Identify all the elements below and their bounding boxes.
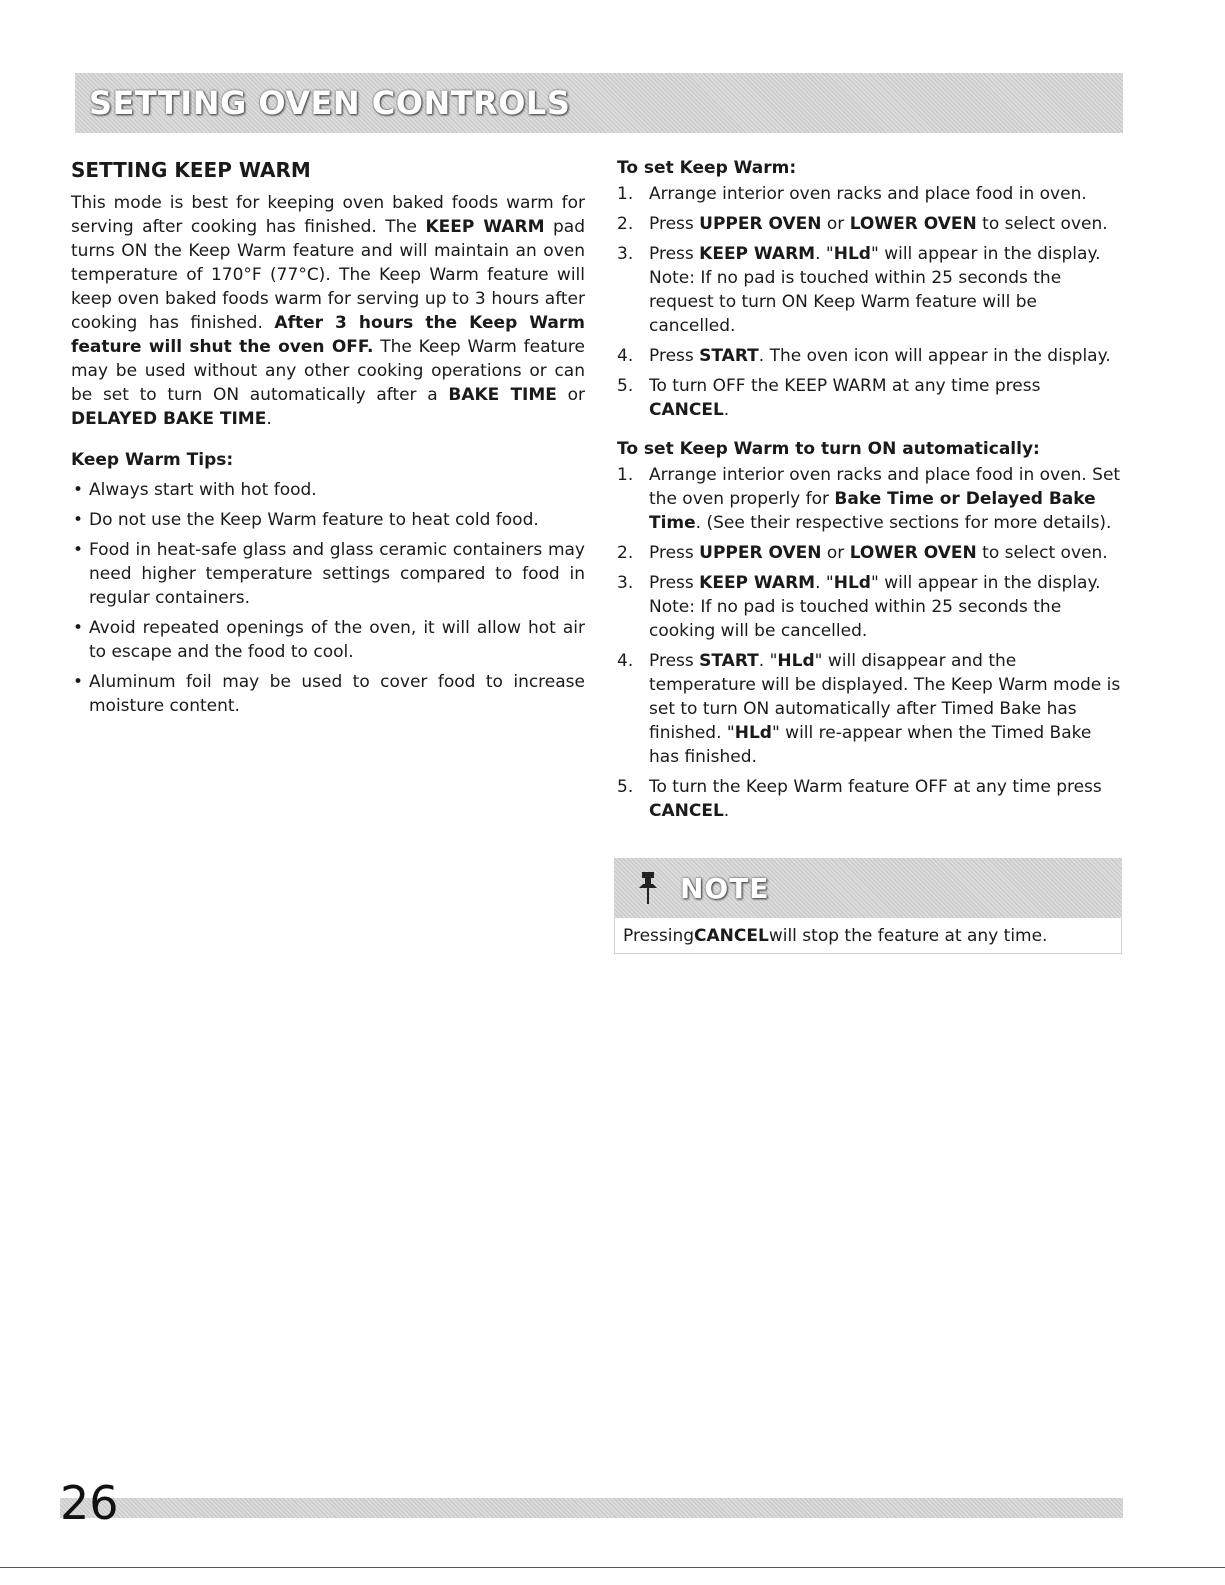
step-item (617, 344, 1125, 368)
tip-item (71, 670, 585, 718)
step-item (617, 541, 1125, 565)
emphasis-text: CANCEL (649, 400, 724, 420)
emphasis-text: KEEP WARM (425, 217, 545, 237)
body-text: Press (649, 543, 700, 563)
emphasis-text: Bake Time or Delayed Bake Time (649, 489, 1096, 533)
step-number: 2. (617, 543, 634, 563)
step-text (649, 376, 1040, 420)
body-text: or (556, 385, 586, 405)
page-number: 26 (60, 1476, 119, 1530)
body-text: or (821, 214, 850, 234)
body-text: to select oven. (976, 214, 1108, 234)
body-text: . (723, 801, 730, 821)
body-text: " will appear in the display. Note: If no pad is touched within 25 seconds the request to turn ON Keep Warm feature will be cancelled. (649, 244, 1101, 336)
bullet-icon: • (73, 510, 84, 530)
step-item (617, 463, 1125, 535)
bullet-icon: • (73, 540, 84, 560)
bottom-divider (0, 1567, 1225, 1568)
emphasis-text: CANCEL (649, 801, 724, 821)
tip-item (71, 508, 585, 532)
note-header (614, 858, 1122, 918)
step-number: 3. (617, 573, 634, 593)
body-text: . (723, 400, 730, 420)
step-item (617, 374, 1125, 422)
emphasis-text: UPPER OVEN (699, 214, 822, 234)
step-text (649, 777, 1102, 821)
emphasis-text: START (699, 651, 759, 671)
tip-text: Aluminum foil may be used to cover food to increase moisture content. (89, 672, 585, 716)
step-number: 3. (617, 244, 634, 264)
body-text: " will disappear and the temperature will be displayed. The Keep Warm mode is set to turn ON automatically after Timed Bake has finished. " (649, 651, 1121, 743)
step-item (617, 775, 1125, 823)
auto-steps-heading: To set Keep Warm to turn ON automatically: (617, 439, 1040, 459)
step-text (649, 214, 1108, 234)
step-text (649, 184, 1087, 204)
step-item (617, 242, 1125, 338)
right-column (617, 157, 1125, 829)
emphasis-text: KEEP WARM (699, 573, 816, 593)
emphasis-text: KEEP WARM (699, 244, 816, 264)
step-text (649, 465, 1120, 533)
body-text: Arrange interior oven racks and place food in oven. Set the oven properly for (649, 465, 1121, 509)
section-heading: SETTING KEEP WARM (71, 158, 311, 182)
tip-item (71, 538, 585, 610)
step-item (617, 649, 1125, 769)
body-text: Pressing (623, 925, 695, 946)
bullet-icon: • (73, 618, 84, 638)
tips-heading: Keep Warm Tips: (71, 450, 234, 470)
emphasis-text: LOWER OVEN (849, 543, 977, 563)
body-text: Press (649, 244, 700, 264)
emphasis-text: START (699, 346, 759, 366)
emphasis-text: After 3 hours the Keep Warm feature will shut the oven OFF. (71, 313, 585, 357)
tip-item (71, 616, 585, 664)
body-text: pad turns ON the Keep Warm feature and will maintain an oven temperature of 170°F (77°C). The Keep Warm feature will keep oven baked foods warm for serving up to 3 hours after cooking has finished. (71, 217, 586, 333)
step-number: 1. (617, 465, 634, 485)
footer (60, 1478, 1123, 1528)
emphasis-text: DELAYED BAKE TIME (71, 409, 267, 429)
auto-steps-list (617, 463, 1125, 823)
body-text: " will re-appear when the Timed Bake has finished. (649, 723, 1092, 767)
tip-item (71, 478, 585, 502)
note-title: NOTE (680, 871, 770, 905)
manual-steps-heading: To set Keep Warm: (617, 158, 797, 178)
emphasis-text: UPPER OVEN (699, 543, 822, 563)
page-title: SETTING OVEN CONTROLS (89, 84, 571, 122)
emphasis-text: HLd (833, 573, 871, 593)
body-text: or (821, 543, 850, 563)
manual-steps-list (617, 182, 1125, 422)
body-text: will stop the feature at any time. (768, 925, 1048, 946)
emphasis-text: LOWER OVEN (849, 214, 977, 234)
step-number: 4. (617, 651, 634, 671)
body-text: . The oven icon will appear in the display. (758, 346, 1111, 366)
body-text: to select oven. (976, 543, 1108, 563)
tips-list (71, 478, 585, 718)
footer-bar (60, 1498, 1123, 1518)
body-text: . (See their respective sections for more details). (695, 513, 1112, 533)
intro-paragraph (71, 191, 585, 431)
emphasis-text: HLd (734, 723, 772, 743)
step-text (649, 543, 1108, 563)
body-text: Arrange interior oven racks and place food in oven. (649, 184, 1087, 204)
left-column (71, 157, 585, 724)
step-number: 5. (617, 376, 634, 396)
step-number: 1. (617, 184, 634, 204)
step-item (617, 182, 1125, 206)
step-text (649, 651, 1120, 767)
emphasis-text: HLd (833, 244, 871, 264)
tip-text: Food in heat-safe glass and glass ceramic containers may need higher temperature settings compared to food in regular containers. (89, 540, 585, 608)
body-text: Press (649, 651, 700, 671)
step-text (649, 573, 1101, 641)
pushpin-icon (636, 868, 666, 908)
note-text (614, 918, 1122, 954)
body-text: Press (649, 214, 700, 234)
step-item (617, 571, 1125, 643)
step-number: 5. (617, 777, 634, 797)
body-text: . " (815, 244, 834, 264)
body-text: . " (815, 573, 834, 593)
note-box (614, 858, 1122, 954)
bullet-icon: • (73, 672, 84, 692)
step-text (649, 244, 1101, 336)
tip-text: Avoid repeated openings of the oven, it will allow hot air to escape and the food to cool. (89, 618, 585, 662)
body-text: This mode is best for keeping oven baked foods warm for serving after cooking has finished. The (71, 193, 585, 237)
step-item (617, 212, 1125, 236)
body-text: The Keep Warm feature may be used without any other cooking operations or can be set to turn ON automatically after a (71, 337, 585, 405)
body-text: To turn the Keep Warm feature OFF at any time press (649, 777, 1102, 797)
body-text: To turn OFF the KEEP WARM at any time press (649, 376, 1041, 396)
body-text: . " (758, 651, 778, 671)
body-text: Press (649, 346, 700, 366)
step-number: 2. (617, 214, 634, 234)
tip-text: Do not use the Keep Warm feature to heat cold food. (89, 510, 539, 530)
tip-text: Always start with hot food. (89, 480, 317, 500)
step-number: 4. (617, 346, 634, 366)
body-text: . (266, 409, 272, 429)
body-text: " will appear in the display. Note: If no pad is touched within 25 seconds the cooking will be cancelled. (649, 573, 1101, 641)
bullet-icon: • (73, 480, 84, 500)
step-text (649, 346, 1111, 366)
emphasis-text: HLd (777, 651, 815, 671)
emphasis-text: CANCEL (694, 925, 769, 946)
body-text: Press (649, 573, 700, 593)
emphasis-text: BAKE TIME (448, 385, 557, 405)
header-banner (75, 73, 1123, 133)
